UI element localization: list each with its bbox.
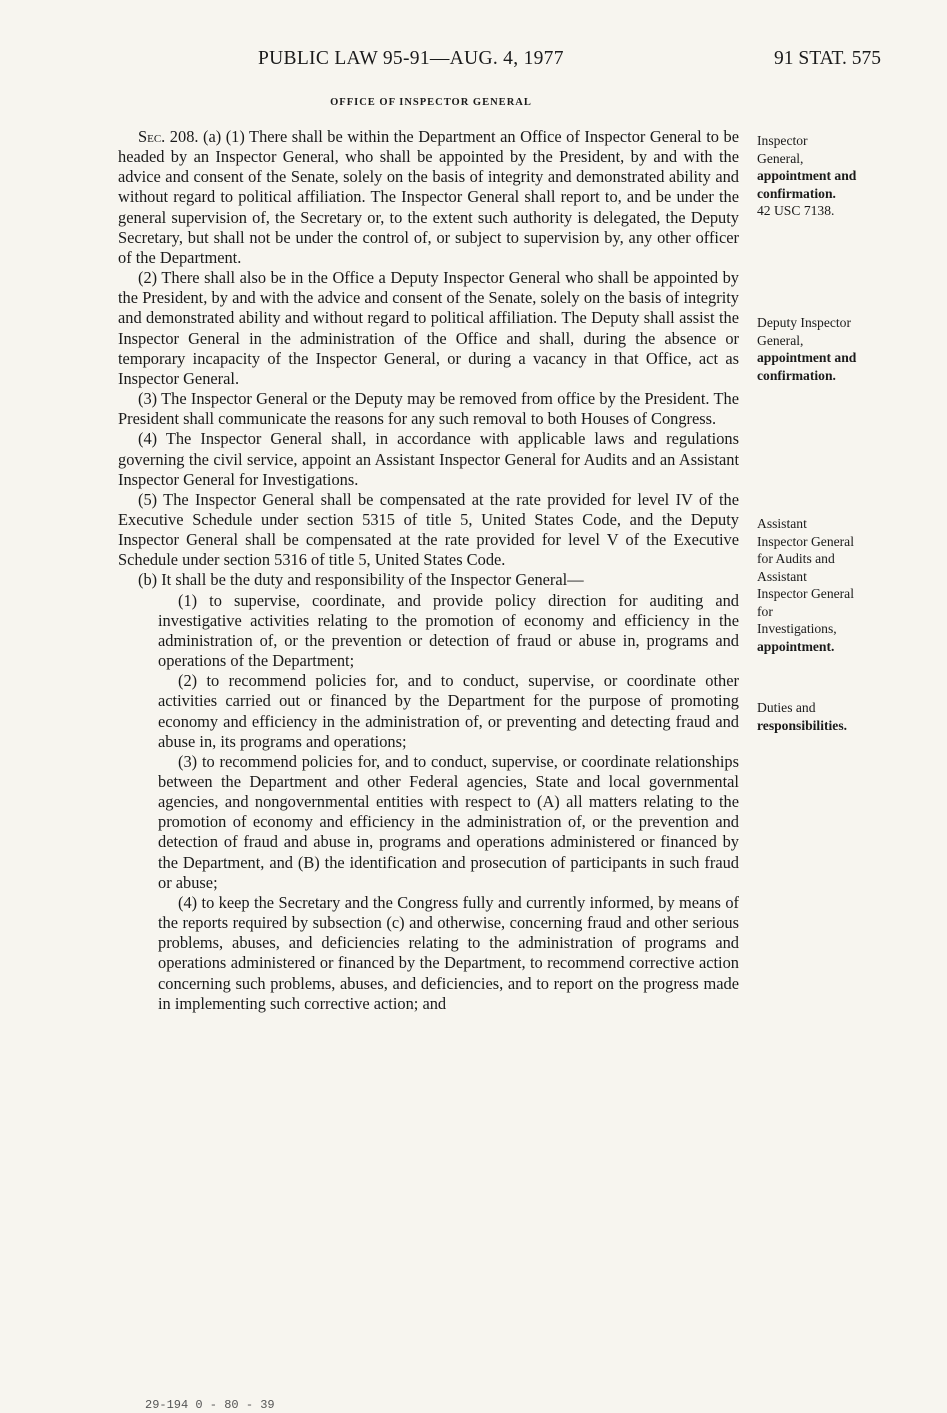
section-title: OFFICE OF INSPECTOR GENERAL <box>330 97 532 108</box>
margin-note-line: Assistant <box>757 568 807 584</box>
margin-note-line: 42 USC 7138. <box>757 203 835 218</box>
duty-item-2: (2) to recommend policies for, and to conduct, supervise, or coordinate other activities carried out or financed by the Department for the purpose of promoting economy and efficiency in the administration of, or preventing and detecting fraud and abuse in, its programs and operations; <box>158 671 739 751</box>
paragraph-a1-text: 208. (a) (1) There shall be within the Department an Office of Inspector General to be headed by an Inspector General, who shall be appointed by the President, by and with the advice and consent of the Senate, solely on the basis of integrity and demonstrated ability and without regard to political affiliation. The Inspector General shall report to, and be under the general supervision of, the Secretary or, to the extent such authority is delegated, the Deputy Secretary, but shall not be under the control of, or subject to supervision by, any other officer of the Department. <box>118 127 739 267</box>
margin-note-duties <box>757 699 885 734</box>
running-head: PUBLIC LAW 95-91—AUG. 4, 1977 <box>258 48 564 69</box>
margin-note-line: Duties and <box>757 700 816 715</box>
margin-note-line: Investigations, <box>757 621 837 636</box>
margin-note-line: appointment and <box>757 350 857 365</box>
paragraph-a4: (4) The Inspector General shall, in accordance with applicable laws and regulations governing the civil service, appoint an Assistant Inspector General for Audits and an Assistant Inspector General for Investigations. <box>118 429 739 489</box>
margin-note-inspector-general <box>757 132 885 220</box>
margin-note-line: confirmation. <box>757 367 836 383</box>
margin-note-assistants <box>757 515 885 655</box>
margin-note-line: General, <box>757 150 804 166</box>
margin-note-line: for Audits and <box>757 551 835 566</box>
margin-note-line: Inspector General <box>757 586 854 601</box>
margin-note-line: responsibilities. <box>757 717 848 733</box>
statute-text <box>118 127 739 1014</box>
margin-note-line: for <box>757 603 773 619</box>
paragraph-a5: (5) The Inspector General shall be compensated at the rate provided for level IV of the Executive Schedule under section 5315 of title 5, United States Code, and the Deputy Inspector General shall be compensated at the rate provided for level V of the Executive Schedule under section 5316 of title 5, United States Code. <box>118 489 739 570</box>
margin-note-line: appointment and <box>757 168 857 183</box>
paragraph-a2: (2) There shall also be in the Office a Deputy Inspector General who shall be appointed by the President, by and with the advice and consent of the Senate, solely on the basis of integrity and demonstrated ability and without regard to political affiliation. The Deputy shall assist the Inspector General in the administration of the Office and shall, during the absence or temporary incapacity of the Inspector General, or during a vacancy in that Office, act as Inspector General. <box>118 268 739 388</box>
margin-note-line: Deputy Inspector <box>757 315 851 330</box>
duty-item-1: (1) to supervise, coordinate, and provide policy direction for auditing and investigative activities relating to the promotion of economy and efficiency in the administration of, or the prevention or detection of fraud or abuse in, programs and operations of the Department; <box>158 590 739 671</box>
margin-note-line: General, <box>757 332 804 348</box>
margin-note-line: confirmation. <box>757 185 836 201</box>
page-header <box>0 48 947 74</box>
paragraph-a1 <box>118 127 739 268</box>
paragraph-a3: (3) The Inspector General or the Deputy may be removed from office by the President. The President shall communicate the reasons for any such removal to both Houses of Congress. <box>118 389 739 429</box>
margin-note-line: Assistant <box>757 516 807 531</box>
paragraph-b: (b) It shall be the duty and responsibility of the Inspector General— <box>138 570 584 590</box>
printing-code: 29-194 0 - 80 - 39 <box>145 1398 275 1412</box>
section-label: Sec. <box>138 127 166 146</box>
margin-note-line: appointment. <box>757 638 835 654</box>
statute-page-reference: 91 STAT. 575 <box>774 48 881 69</box>
margin-note-deputy <box>757 314 885 384</box>
margin-note-line: Inspector <box>757 133 808 148</box>
duty-item-4: (4) to keep the Secretary and the Congress fully and currently informed, by means of the reports required by subsection (c) and otherwise, concerning fraud and other serious problems, abuses, and deficiencies relating to the administration of programs and operations administered or financed by the Department, to recommend corrective action concerning such problems, abuses, and deficiencies, and to report on the progress made in implementing such corrective action; and <box>158 892 739 1013</box>
margin-note-line: Inspector General <box>757 533 854 549</box>
duty-item-3: (3) to recommend policies for, and to conduct, supervise, or coordinate relationships between the Department and other Federal agencies, State and local governmental agencies, and nongovernmental entities with respect to (A) all matters relating to the promotion of economy and efficiency in the administration of, or the prevention and detection of fraud and abuse in, programs and operations administered or financed by the Department, and (B) the identification and prosecution of participants in such fraud or abuse; <box>158 751 739 892</box>
